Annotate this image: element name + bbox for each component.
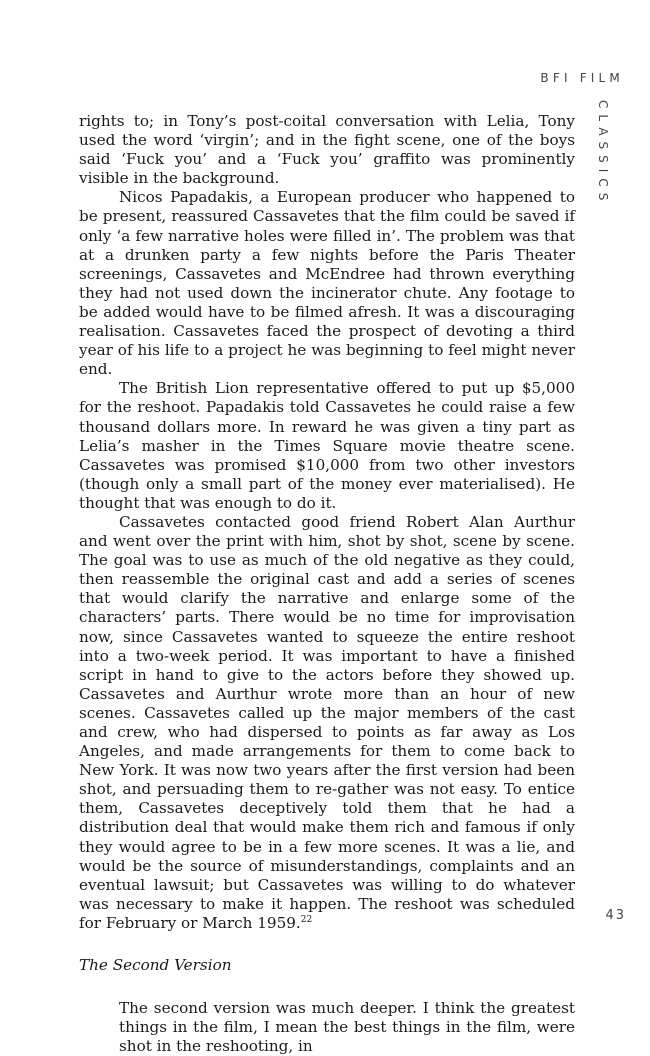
paragraph-4-text: Cassavetes contacted good friend Robert Alan Aurthur and went over the print with him, shot by shot, scene by scene. The goal was to use as much of the old negative as they could, then reassemble the original cast and add a series of scenes that would clarify the narrative and enlarge some of the characters’ parts. There would be no time for improvisation now, since Cassavetes wanted to squeeze the entire reshoot into a two-week period. It was important to have a finished script in hand to give to the actors before they showed up. Cassavetes and Aurthur wrote more than an hour of new scenes. Cassavetes called up the major members of the cast and crew, who had dispersed to points as far away as Los Angeles, and made arrangements for them to come back to New York. It was now two years after the first version had been shot, and persuading them to re-gather was not easy. To entice them, Cassavetes deceptively told them that he had a distribution deal that would make them rich and famous if only they would agree to be in a few more scenes. It was a lie, and would be the source of misunderstandings, complaints and an eventual lawsuit; but Cassavetes was willing to do whatever was necessary to make it happen. The reshoot was scheduled for February or March 1959. bbox=[79, 512, 575, 932]
quote-text: The second version was much deeper. I think the greatest things in the film, I mean the best things in the film, were shot in the reshooting, in bbox=[119, 999, 575, 1056]
body-text bbox=[79, 112, 575, 1056]
paragraph-4 bbox=[79, 513, 575, 933]
series-side-label: CLASSICS bbox=[596, 100, 610, 207]
section-heading: The Second Version bbox=[79, 956, 232, 975]
paragraph-1: rights to; in Tony’s post-coital conversation with Lelia, Tony used the word ‘virgin’; and in the fight scene, one of the boys said ‘Fuck you’ and a ‘Fuck you’ graffito was prominently visible in the background. bbox=[79, 112, 575, 188]
page-number: 43 bbox=[605, 908, 626, 923]
paragraph-2: Nicos Papadakis, a European producer who happened to be present, reassured Cassavetes that the film could be saved if only ‘a few narrative holes were filled in’. The problem was that at a drunken party a few nights before the Paris Theater screenings, Cassavetes and McEndree had thrown everything they had not used down the incinerator chute. Any footage to be added would have to be filmed afresh. It was a discouraging realisation. Cassavetes faced the prospect of devoting a third year of his life to a project he was beginning to feel might never end. bbox=[79, 188, 575, 379]
running-head: BFI FILM bbox=[540, 71, 624, 85]
footnote-reference: 22 bbox=[300, 914, 313, 925]
block-quote bbox=[79, 999, 575, 1056]
paragraph-3: The British Lion representative offered to put up $5,000 for the reshoot. Papadakis told Cassavetes he could raise a few thousand dollars more. In reward he was given a tiny part as Lelia’s masher in the Times Square movie theatre scene. Cassavetes was promised $10,000 from two other investors (though only a small part of the money ever materialised). He thought that was enough to do it. bbox=[79, 379, 575, 512]
